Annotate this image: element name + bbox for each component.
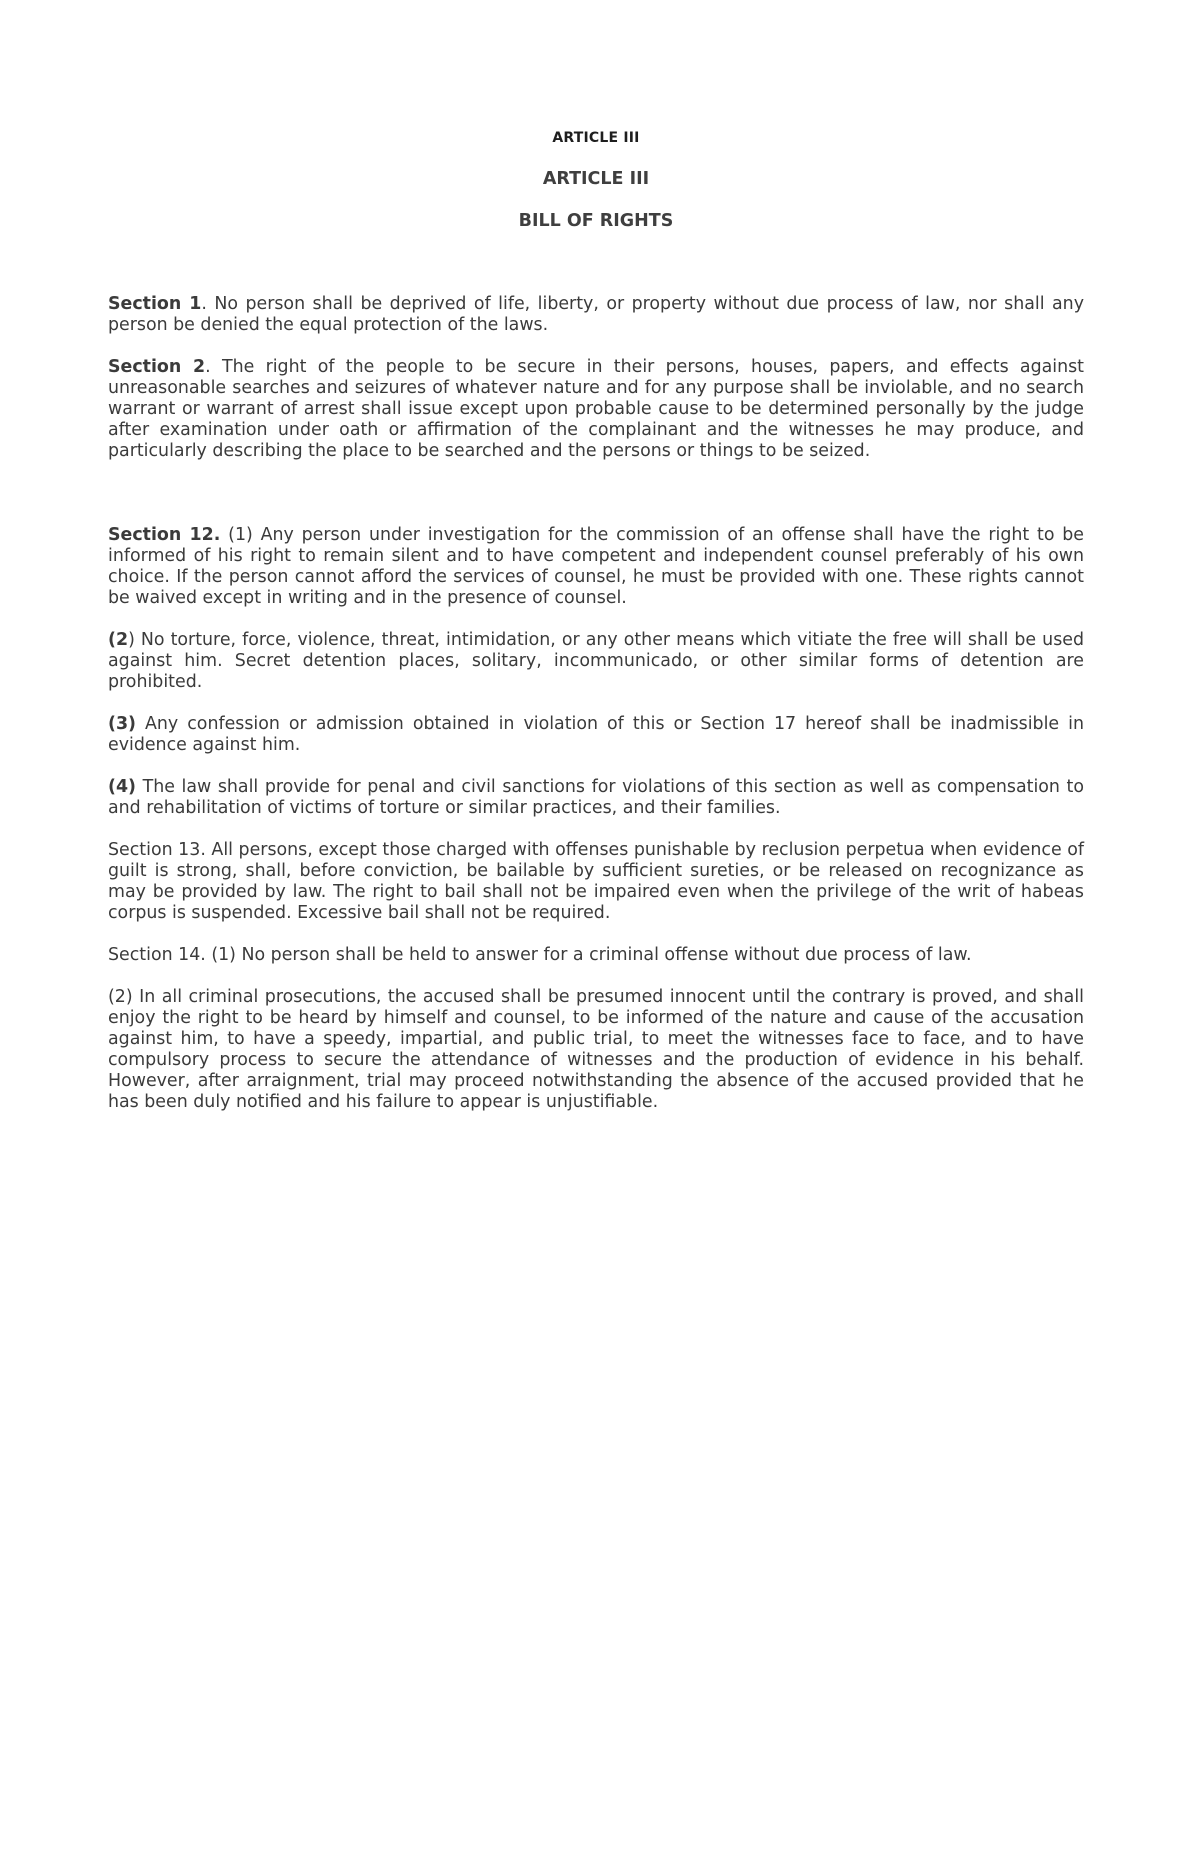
section-13-text: Section 13. All persons, except those charged with offenses punishable by reclusion perpetua when evidence of guilt is strong, shall, before conviction, be bailable by sufficient sureties, or be released on recognizance as may be provided by law. The right to bail shall not be impaired even when the privilege of the writ of habeas corpus is suspended. Excessive bail shall not be required. <box>108 840 1084 923</box>
section-12-subparagraph-2 <box>108 630 1084 693</box>
section-1-paragraph <box>108 294 1084 336</box>
subparagraph-3-label: (3) <box>108 714 136 734</box>
section-1-text: . No person shall be deprived of life, liberty, or property without due process of law, nor shall any person be denied the equal protection of the laws. <box>108 294 1084 335</box>
section-12-label: Section 12. <box>108 525 221 545</box>
subparagraph-2-label: (2 <box>108 630 129 650</box>
section-2-text: . The right of the people to be secure in their persons, houses, papers, and effects against unreasonable searches and seizures of whatever nature and for any purpose shall be inviolable, and no search warrant or warrant of arrest shall issue except upon probable cause to be determined personally by the judge after examination under oath or affirmation of the complainant and the witnesses he may produce, and particularly describing the place to be searched and the persons or things to be seized. <box>108 357 1084 461</box>
subparagraph-3-text: Any confession or admission obtained in violation of this or Section 17 hereof shall be inadmissible in evidence against him. <box>108 714 1084 755</box>
section-14-text: Section 14. (1) No person shall be held to answer for a criminal offense without due process of law. <box>108 945 972 965</box>
section-13-paragraph <box>108 840 1084 924</box>
section-2-paragraph <box>108 357 1084 462</box>
subparagraph-2-text: ) No torture, force, violence, threat, intimidation, or any other means which vitiate the free will shall be used against him. Secret detention places, solitary, incommunicado, or other similar forms of detention are prohibited. <box>108 630 1084 692</box>
section-2-label: Section 2 <box>108 357 206 377</box>
section-1-label: Section 1 <box>108 294 202 314</box>
section-12-paragraph <box>108 525 1084 609</box>
article-title: ARTICLE III <box>542 169 650 189</box>
subparagraph-4-label: (4) <box>108 777 136 797</box>
section-14-subparagraph-2 <box>108 987 1084 1113</box>
bill-of-rights-title: BILL OF RIGHTS <box>518 211 674 231</box>
document-body <box>108 294 1084 1134</box>
section-14-subparagraph-2-text: (2) In all criminal prosecutions, the accused shall be presumed innocent until the contrary is proved, and shall enjoy the right to be heard by himself and counsel, to be informed of the nature and cause of the accusation against him, to have a speedy, impartial, and public trial, to meet the witnesses face to face, and to have compulsory process to secure the attendance of witnesses and the production of evidence in his behalf. However, after arraignment, trial may proceed notwithstanding the absence of the accused provided that he has been duly notified and his failure to appear is unjustifiable. <box>108 987 1084 1112</box>
section-12-subparagraph-3 <box>108 714 1084 756</box>
document-header-title: ARTICLE III <box>552 130 640 146</box>
section-12-subparagraph-4 <box>108 777 1084 819</box>
section-14-paragraph <box>108 945 1084 966</box>
section-12-text: (1) Any person under investigation for the commission of an offense shall have the right to be informed of his right to remain silent and to have competent and independent counsel preferably of his own choice. If the person cannot afford the services of counsel, he must be provided with one. These rights cannot be waived except in writing and in the presence of counsel. <box>108 525 1084 608</box>
subparagraph-4-text: The law shall provide for penal and civil sanctions for violations of this section as well as compensation to and rehabilitation of victims of torture or similar practices, and their families. <box>108 777 1084 818</box>
